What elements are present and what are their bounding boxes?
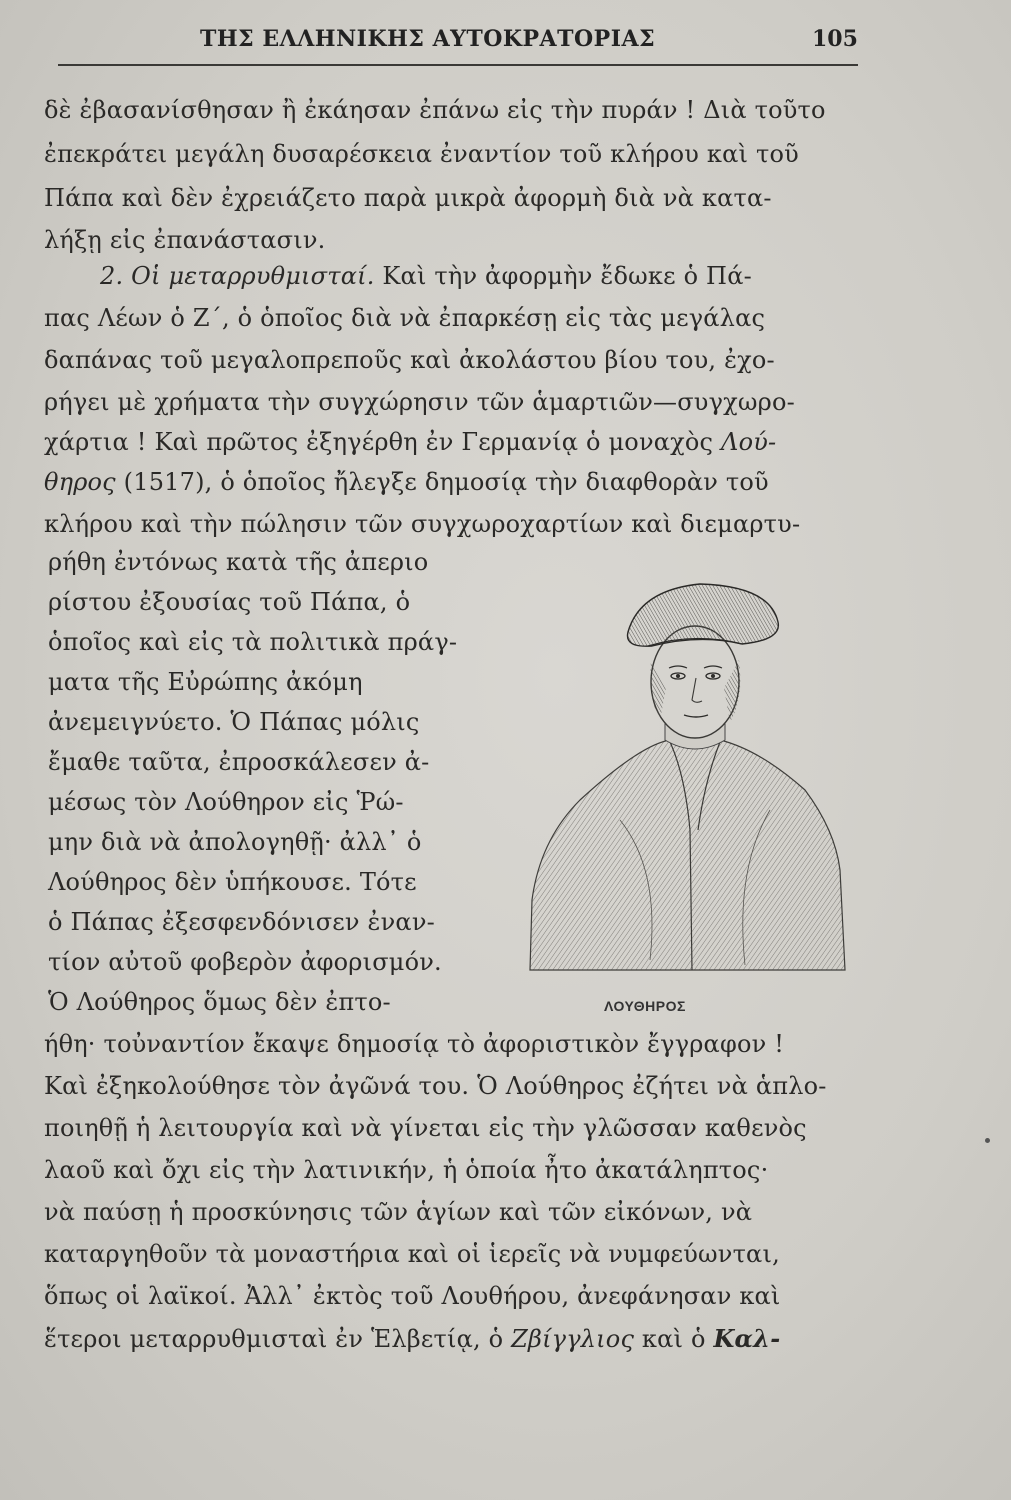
text-line: ὁποῖος καὶ εἰς τὰ πολιτικὰ πράγ- xyxy=(48,628,458,656)
text-line: νὰ παύσῃ ἡ προσκύνησις τῶν ἁγίων καὶ τῶν εἰκόνων, νὰ xyxy=(44,1198,753,1226)
calvin-name: Καλ- xyxy=(713,1324,781,1353)
text-line: μέσως τὸν Λούθηρον εἰς Ῥώ- xyxy=(48,788,404,816)
text-line: μην διὰ νὰ ἀπολογηθῇ· ἀλλ᾽ ὁ xyxy=(48,828,422,856)
text-line: ρήθη ἐντόνως κατὰ τῆς ἀπεριο xyxy=(48,548,429,576)
luther-portrait xyxy=(520,570,850,1010)
text-line: Λούθηρος δὲν ὑπήκουσε. Τότε xyxy=(48,868,417,896)
text-line: ρήγει μὲ χρήματα τὴν συγχώρησιν τῶν ἁμαρτιῶν—συγχωρο- xyxy=(44,388,795,416)
text-span: (1517), ὁ ὁποῖος ἤλεγξε δημοσίᾳ τὴν διαφθορὰν τοῦ xyxy=(115,468,769,496)
text-line: Καὶ τὴν ἀφορμὴν ἔδωκε ὁ Πά- xyxy=(374,262,752,290)
portrait-caption: ΛΟΥΘΗΡΟΣ xyxy=(604,998,686,1014)
text-line: δὲ ἐβασανίσθησαν ἢ ἐκάησαν ἐπάνω εἰς τὴν πυράν ! Διὰ τοῦτο xyxy=(44,96,826,124)
zwingli-name: Ζβίγγλιος xyxy=(511,1325,635,1353)
section-heading-line xyxy=(100,262,752,290)
text-line xyxy=(44,428,776,456)
text-line: λήξῃ εἰς ἐπανάστασιν. xyxy=(44,226,326,254)
header-rule xyxy=(58,64,858,66)
text-line: ρίστου ἐξουσίας τοῦ Πάπα, ὁ xyxy=(48,588,411,616)
text-line: ἀνεμειγνύετο. Ὁ Πάπας μόλις xyxy=(48,708,420,736)
text-line: ἐπεκράτει μεγάλη δυσαρέσκεια ἐναντίον τοῦ κλήρου καὶ τοῦ xyxy=(44,140,799,168)
text-span: χάρτια ! Καὶ πρῶτος ἐξηγέρθη ἐν Γερμανίᾳ ὁ μοναχὸς xyxy=(44,428,722,456)
text-span: καὶ ὁ xyxy=(634,1325,714,1353)
section-heading: 2. Οἱ μεταρρυθμισταί. xyxy=(100,262,375,290)
page-number: 105 xyxy=(812,26,858,52)
running-title: ΤΗΣ ΕΛΛΗΝΙΚΗΣ ΑΥΤΟΚΡΑΤΟΡΙΑΣ xyxy=(200,26,656,52)
text-line: ὁ Πάπας ἐξεσφενδόνισεν ἐναν- xyxy=(48,908,435,936)
luther-name: θηρος xyxy=(44,468,116,496)
text-line: πας Λέων ὁ Ζ΄, ὁ ὁποῖος διὰ νὰ ἐπαρκέσῃ εἰς τὰς μεγάλας xyxy=(44,304,766,332)
print-speck xyxy=(985,1138,990,1143)
text-line: δαπάνας τοῦ μεγαλοπρεποῦς καὶ ἀκολάστου βίου του, ἐχο- xyxy=(44,346,775,374)
text-line: ήθη· τοὐναντίον ἔκαψε δημοσίᾳ τὸ ἀφοριστικὸν ἔγγραφον ! xyxy=(44,1030,785,1058)
luther-portrait-icon xyxy=(520,570,850,1010)
text-line xyxy=(44,468,769,496)
text-line xyxy=(44,1324,780,1353)
text-line: τίον αὐτοῦ φοβερὸν ἀφορισμόν. xyxy=(48,948,442,976)
text-line: καταργηθοῦν τὰ μοναστήρια καὶ οἱ ἱερεῖς νὰ νυμφεύωνται, xyxy=(44,1240,780,1268)
luther-name: Λού- xyxy=(721,428,777,456)
text-line: Πάπα καὶ δὲν ἐχρειάζετο παρὰ μικρὰ ἀφορμὴ διὰ νὰ κατα- xyxy=(44,184,772,212)
text-line: ἔμαθε ταῦτα, ἐπροσκάλεσεν ἀ- xyxy=(48,748,430,776)
text-line: κλήρου καὶ τὴν πώλησιν τῶν συγχωροχαρτίων καὶ διεμαρτυ- xyxy=(44,510,801,538)
text-line: Καὶ ἐξηκολούθησε τὸν ἀγῶνά του. Ὁ Λούθηρος ἐζήτει νὰ ἁπλο- xyxy=(44,1072,827,1100)
text-span: ἕτεροι μεταρρυθμισταὶ ἐν Ἑλβετίᾳ, ὁ xyxy=(44,1325,512,1353)
text-line: ματα τῆς Εὐρώπης ἀκόμη xyxy=(48,668,363,696)
text-line: Ὁ Λούθηρος ὅμως δὲν ἐπτο- xyxy=(48,988,391,1016)
text-line: ποιηθῇ ἡ λειτουργία καὶ νὰ γίνεται εἰς τὴν γλῶσσαν καθενὸς xyxy=(44,1114,807,1142)
text-line: λαοῦ καὶ ὄχι εἰς τὴν λατινικήν, ἡ ὁποία ἦτο ἀκατάληπτος· xyxy=(44,1156,769,1184)
text-line: ὅπως οἱ λαϊκοί. Ἀλλ᾽ ἐκτὸς τοῦ Λουθήρου, ἀνεφάνησαν καὶ xyxy=(44,1282,781,1310)
